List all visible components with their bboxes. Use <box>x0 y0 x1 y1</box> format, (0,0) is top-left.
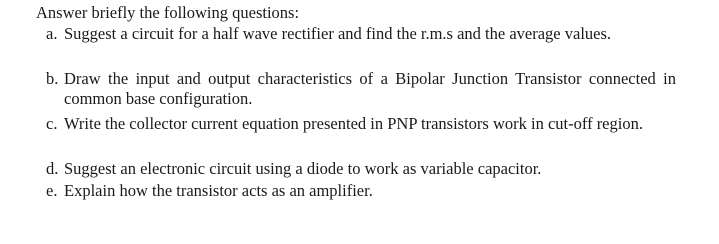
question-letter: c. <box>46 114 58 133</box>
question-item-d <box>36 159 676 179</box>
question-letter: b. <box>46 69 59 88</box>
question-letter: d. <box>46 159 59 178</box>
questions-heading: Answer briefly the following questions: <box>36 3 300 22</box>
question-item-e <box>36 181 676 201</box>
question-text: Write the collector current equation presented in PNP transistors work in cut-off region. <box>64 114 643 133</box>
question-letter: e. <box>46 181 58 200</box>
question-text: Suggest an electronic circuit using a diode to work as variable capacitor. <box>64 159 542 178</box>
question-text: Suggest a circuit for a half wave rectifier and find the r.m.s and the average values. <box>64 24 612 43</box>
question-text: Draw the input and output characteristics of a Bipolar Junction Transistor connected in common base configuration. <box>64 69 676 108</box>
question-item-c <box>36 114 676 134</box>
question-item-b <box>36 69 676 109</box>
question-item-a <box>36 24 676 44</box>
question-letter: a. <box>46 24 58 43</box>
question-text: Explain how the transistor acts as an amplifier. <box>64 181 373 200</box>
